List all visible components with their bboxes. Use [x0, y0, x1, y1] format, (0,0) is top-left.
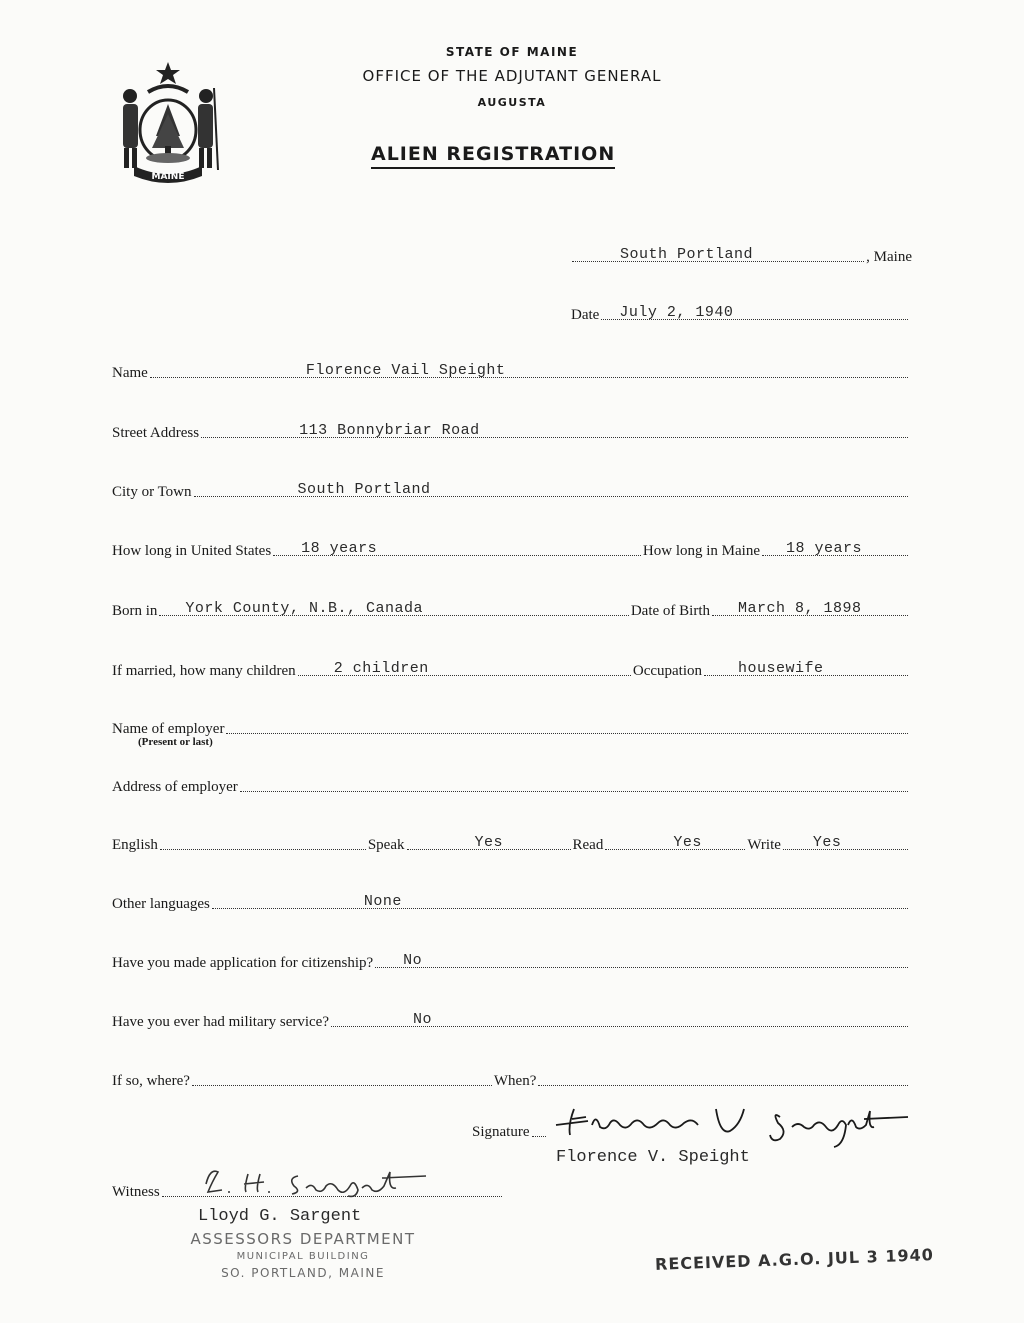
signature-typed: Florence V. Speight — [556, 1148, 750, 1167]
place-value: South Portland — [620, 246, 754, 263]
signature-field[interactable] — [548, 1117, 913, 1141]
name-field[interactable] — [150, 363, 908, 378]
citizenship-field[interactable] — [375, 953, 908, 968]
assessors-stamp-line1: ASSESSORS DEPARTMENT — [190, 1230, 416, 1248]
military-row — [112, 1007, 910, 1031]
other-languages-field[interactable] — [212, 894, 908, 909]
city-row — [112, 477, 910, 501]
street-row — [112, 418, 910, 442]
form-title: ALIEN REGISTRATION — [371, 143, 615, 169]
us-duration-field[interactable] — [273, 541, 641, 556]
us-duration-label: How long in United States — [112, 543, 272, 559]
english-label: English — [112, 837, 158, 853]
speak-value: Yes — [474, 834, 504, 851]
citizenship-label: Have you made application for citizenship? — [112, 955, 374, 971]
handwritten-witness-signature — [198, 1162, 438, 1198]
born-row — [112, 596, 910, 620]
witness-row — [112, 1177, 504, 1201]
header-state: STATE OF MAINE — [445, 45, 579, 59]
occupation-label: Occupation — [632, 663, 702, 679]
signature-label: Signature — [472, 1124, 530, 1140]
read-field[interactable] — [605, 835, 745, 850]
name-label: Name — [112, 365, 148, 381]
street-field[interactable] — [201, 423, 908, 438]
born-value: York County, N.B., Canada — [185, 600, 423, 617]
header-office: OFFICE OF THE ADJUTANT GENERAL — [362, 67, 662, 85]
place-suffix: , Maine — [866, 249, 912, 265]
born-label: Born in — [112, 603, 158, 619]
employer-address-field[interactable] — [240, 777, 908, 792]
city-field[interactable] — [194, 482, 908, 497]
speak-field[interactable] — [407, 835, 571, 850]
children-row — [112, 656, 910, 680]
place-field[interactable] — [572, 247, 864, 262]
military-value: No — [413, 1011, 433, 1028]
witness-label: Witness — [112, 1184, 160, 1200]
write-value: Yes — [812, 834, 842, 851]
place-row — [570, 242, 912, 266]
occupation-value: housewife — [738, 660, 824, 677]
where-when-row — [112, 1066, 910, 1090]
employer-address-row — [112, 772, 910, 796]
assessors-stamp-line3: SO. PORTLAND, MAINE — [221, 1266, 385, 1280]
children-field[interactable] — [298, 661, 631, 676]
english-field[interactable] — [160, 835, 366, 850]
where-field[interactable] — [192, 1071, 492, 1086]
witness-typed: Lloyd G. Sargent — [198, 1207, 362, 1226]
maine-duration-label: How long in Maine — [642, 543, 760, 559]
received-stamp: RECEIVED A.G.O. JUL 3 1940 — [654, 1245, 935, 1274]
employer-address-label: Address of employer — [112, 779, 238, 795]
employer-label: Name of employer — [112, 721, 225, 737]
dob-value: March 8, 1898 — [738, 600, 862, 617]
citizenship-row — [112, 948, 910, 972]
other-languages-row — [112, 889, 910, 913]
employer-sublabel: (Present or last) — [138, 736, 213, 748]
born-field[interactable] — [159, 601, 628, 616]
street-label: Street Address — [112, 425, 200, 441]
military-label: Have you ever had military service? — [112, 1014, 329, 1030]
city-value: South Portland — [297, 481, 431, 498]
maine-duration-field[interactable] — [762, 541, 908, 556]
employer-field[interactable] — [226, 719, 908, 734]
write-label: Write — [747, 837, 781, 853]
children-value: 2 children — [333, 660, 429, 677]
maine-duration-value: 18 years — [786, 540, 863, 557]
employer-row — [112, 714, 910, 738]
other-languages-value: None — [363, 893, 402, 910]
when-field[interactable] — [538, 1071, 908, 1086]
name-row — [112, 358, 910, 382]
date-label: Date — [571, 307, 600, 323]
dob-field[interactable] — [712, 601, 908, 616]
english-row — [112, 830, 910, 854]
military-field[interactable] — [331, 1012, 908, 1027]
name-value: Florence Vail Speight — [305, 362, 506, 379]
svg-text:MAINE: MAINE — [151, 172, 185, 182]
occupation-field[interactable] — [704, 661, 908, 676]
write-field[interactable] — [783, 835, 908, 850]
signature-row — [472, 1117, 912, 1141]
read-label: Read — [572, 837, 604, 853]
speak-label: Speak — [367, 837, 405, 853]
children-label: If married, how many children — [112, 663, 296, 679]
header-city: AUGUSTA — [477, 96, 547, 109]
citizenship-value: No — [403, 952, 423, 969]
date-field[interactable] — [601, 305, 908, 320]
when-label: When? — [493, 1073, 537, 1089]
read-value: Yes — [673, 834, 702, 851]
duration-row — [112, 536, 910, 560]
signature-leader — [532, 1122, 546, 1137]
witness-field[interactable] — [162, 1182, 502, 1197]
other-languages-label: Other languages — [112, 896, 210, 912]
city-label: City or Town — [112, 484, 192, 500]
dob-label: Date of Birth — [630, 603, 710, 619]
us-duration-value: 18 years — [301, 540, 378, 557]
handwritten-signature — [548, 1095, 918, 1149]
where-label: If so, where? — [112, 1073, 190, 1089]
assessors-stamp-line2: MUNICIPAL BUILDING — [236, 1251, 370, 1262]
date-value: July 2, 1940 — [619, 304, 734, 321]
date-row — [571, 300, 910, 324]
street-value: 113 Bonnybriar Road — [299, 422, 480, 439]
